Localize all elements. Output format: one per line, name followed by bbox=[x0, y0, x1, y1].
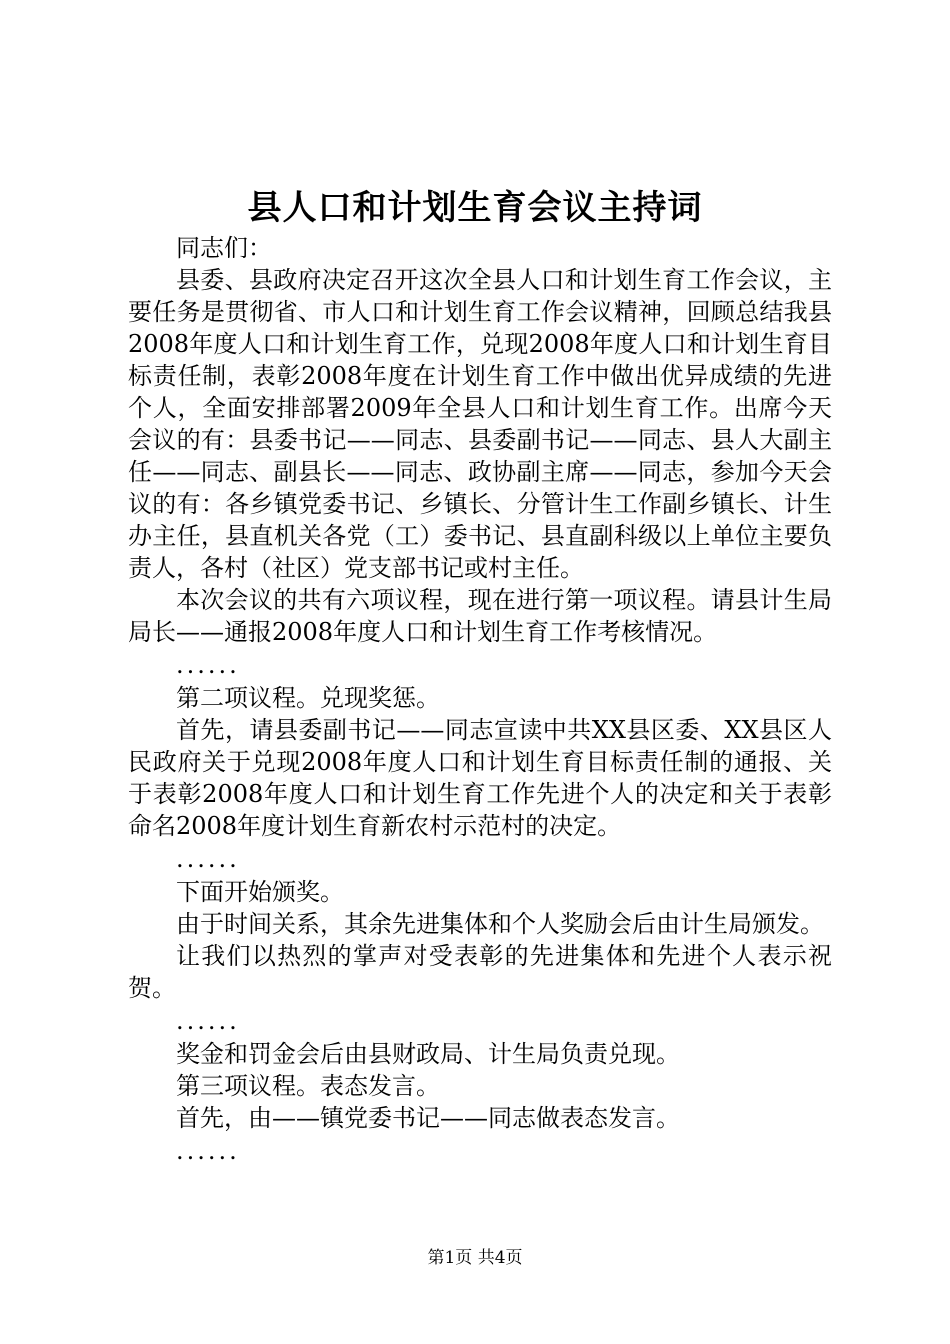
paragraph-agenda-two: 第二项议程。兑现奖惩。 bbox=[176, 684, 440, 712]
salutation: 同志们： bbox=[176, 234, 272, 262]
ellipsis-4: ...... bbox=[176, 1137, 240, 1165]
paragraph-applause: 让我们以热烈的掌声对受表彰的先进集体和先进个人表示祝贺。 bbox=[128, 942, 832, 1002]
page-footer: 第1页 共4页 bbox=[427, 1248, 523, 1268]
document-title: 县人口和计划生育会议主持词 bbox=[247, 188, 703, 228]
paragraph-awards-start: 下面开始颁奖。 bbox=[176, 878, 344, 906]
paragraph-announcement: 首先，请县委副书记——同志宣读中共XX县区委、XX县区人民政府关于兑现2008年度人口和计划生育目标责任制的通报、关于表彰2008年度人口和计划生育工作先进个人的决定和关于表彰命名2008年度计划生育新农村示范村的决定。 bbox=[128, 716, 832, 840]
ellipsis-1: ...... bbox=[176, 651, 240, 679]
paragraph-awards-later: 由于时间关系，其余先进集体和个人奖励会后由计生局颁发。 bbox=[176, 910, 824, 938]
ellipsis-2: ...... bbox=[176, 845, 240, 873]
ellipsis-3: ...... bbox=[176, 1007, 240, 1035]
paragraph-bonus: 奖金和罚金会后由县财政局、计生局负责兑现。 bbox=[176, 1040, 680, 1068]
document-body bbox=[128, 232, 832, 1168]
paragraph-intro: 县委、县政府决定召开这次全县人口和计划生育工作会议，主要任务是贯彻省、市人口和计划生育工作会议精神，回顾总结我县2008年度人口和计划生育工作，兑现2008年度人口和计划生育目标责任制，表彰2008年度在计划生育工作中做出优异成绩的先进个人，全面安排部署2009年全县人口和计划生育工作。出席今天会议的有：县委书记——同志、县委副书记——同志、县人大副主任——同志、副县长——同志、政协副主席——同志，参加今天会议的有：各乡镇党委书记、乡镇长、分管计生工作副乡镇长、计生办主任，县直机关各党（工）委书记、县直副科级以上单位主要负责人，各村（社区）党支部书记或村主任。 bbox=[128, 266, 832, 582]
paragraph-agenda-three: 第三项议程。表态发言。 bbox=[176, 1072, 440, 1100]
paragraph-agenda-one: 本次会议的共有六项议程，现在进行第一项议程。请县计生局局长——通报2008年度人口和计划生育工作考核情况。 bbox=[128, 586, 832, 646]
paragraph-statement: 首先，由——镇党委书记——同志做表态发言。 bbox=[176, 1104, 680, 1132]
